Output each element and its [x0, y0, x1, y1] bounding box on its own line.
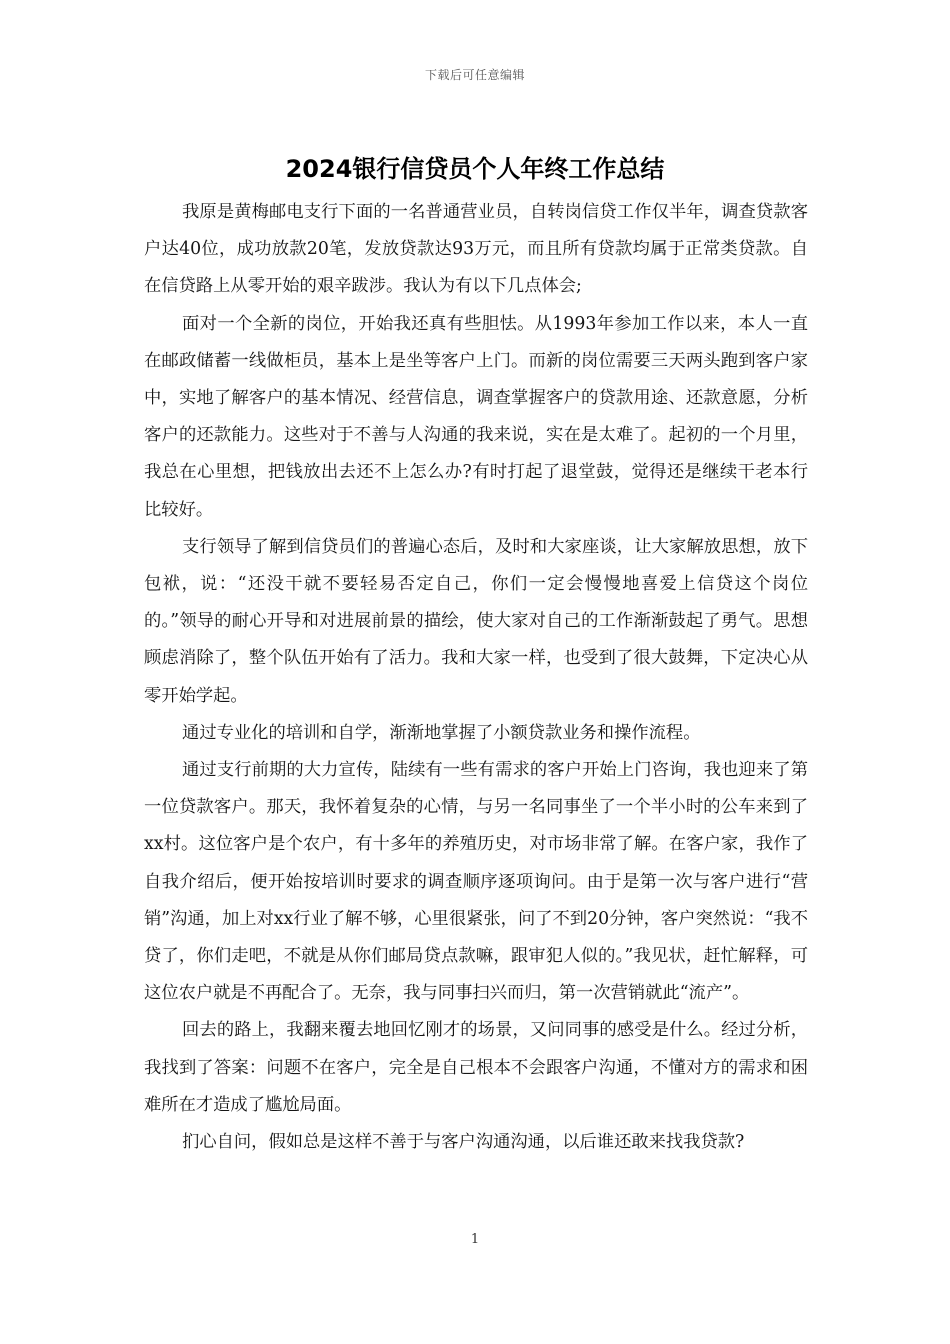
- paragraph-3: 支行领导了解到信贷员们的普遍心态后，及时和大家座谈，让大家解放思想，放下包袱，说：“还没干就不要轻易否定自己，你们一定会慢慢地喜爱上信贷这个岗位的。”领导的耐心开导和对进展前景的描绘，使大家对自己的工作渐渐鼓起了勇气。思想顾虑消除了，整个队伍开始有了活力。我和大家一样，也受到了很大鼓舞，下定决心从零开始学起。: [144, 536, 808, 706]
- header-note: 下载后可任意编辑: [424, 68, 525, 82]
- paragraph-6: 回去的路上，我翻来覆去地回忆刚才的场景，又问同事的感受是什么。经过分析，我找到了答案：问题不在客户，完全是自己根本不会跟客户沟通，不懂对方的需求和困难所在才造成了尴尬局面。: [144, 1020, 808, 1115]
- page-number: 1: [470, 1232, 480, 1247]
- document-title: 2024银行信贷员个人年终工作总结: [285, 155, 665, 183]
- paragraph-4: 通过专业化的培训和自学，渐渐地掌握了小额贷款业务和操作流程。: [182, 722, 701, 743]
- paragraph-5: 通过支行前期的大力宣传，陆续有一些有需求的客户开始上门咨询，我也迎来了第一位贷款客户。那天，我怀着复杂的心情，与另一名同事坐了一个半小时的公车来到了xx村。这位客户是个农户，有十多年的养殖历史，对市场非常了解。在客户家，我作了自我介绍后，便开始按培训时要求的调查顺序逐项询问。由于是第一次与客户进行“营销”沟通，加上对xx行业了解不够，心里很紧张，问了不到20分钟，客户突然说：“我不贷了，你们走吧，不就是从你们邮局贷点款嘛，跟审犯人似的。”我见状，赶忙解释，可这位农户就是不再配合了。无奈，我与同事扫兴而归，第一次营销就此“流产”。: [144, 760, 808, 1004]
- paragraph-2: 面对一个全新的岗位，开始我还真有些胆怯。从1993年参加工作以来，本人一直在邮政储蓄一线做柜员，基本上是坐等客户上门。而新的岗位需要三天两头跑到客户家中，实地了解客户的基本情况、经营信息，调查掌握客户的贷款用途、还款意愿，分析客户的还款能力。这些对于不善与人沟通的我来说，实在是太难了。起初的一个月里，我总在心里想，把钱放出去还不上怎么办?有时打起了退堂鼓，觉得还是继续干老本行比较好。: [144, 313, 808, 520]
- document-body: [144, 194, 808, 1161]
- paragraph-1: 我原是黄梅邮电支行下面的一名普通营业员，自转岗信贷工作仅半年，调查贷款客户达40位，成功放款20笔，发放贷款达93万元，而且所有贷款均属于正常类贷款。自在信贷路上从零开始的艰辛跋涉。我认为有以下几点体会;: [144, 202, 808, 297]
- paragraph-7: 扪心自问，假如总是这样不善于与客户沟通沟通，以后谁还敢来找我贷款?: [182, 1132, 745, 1153]
